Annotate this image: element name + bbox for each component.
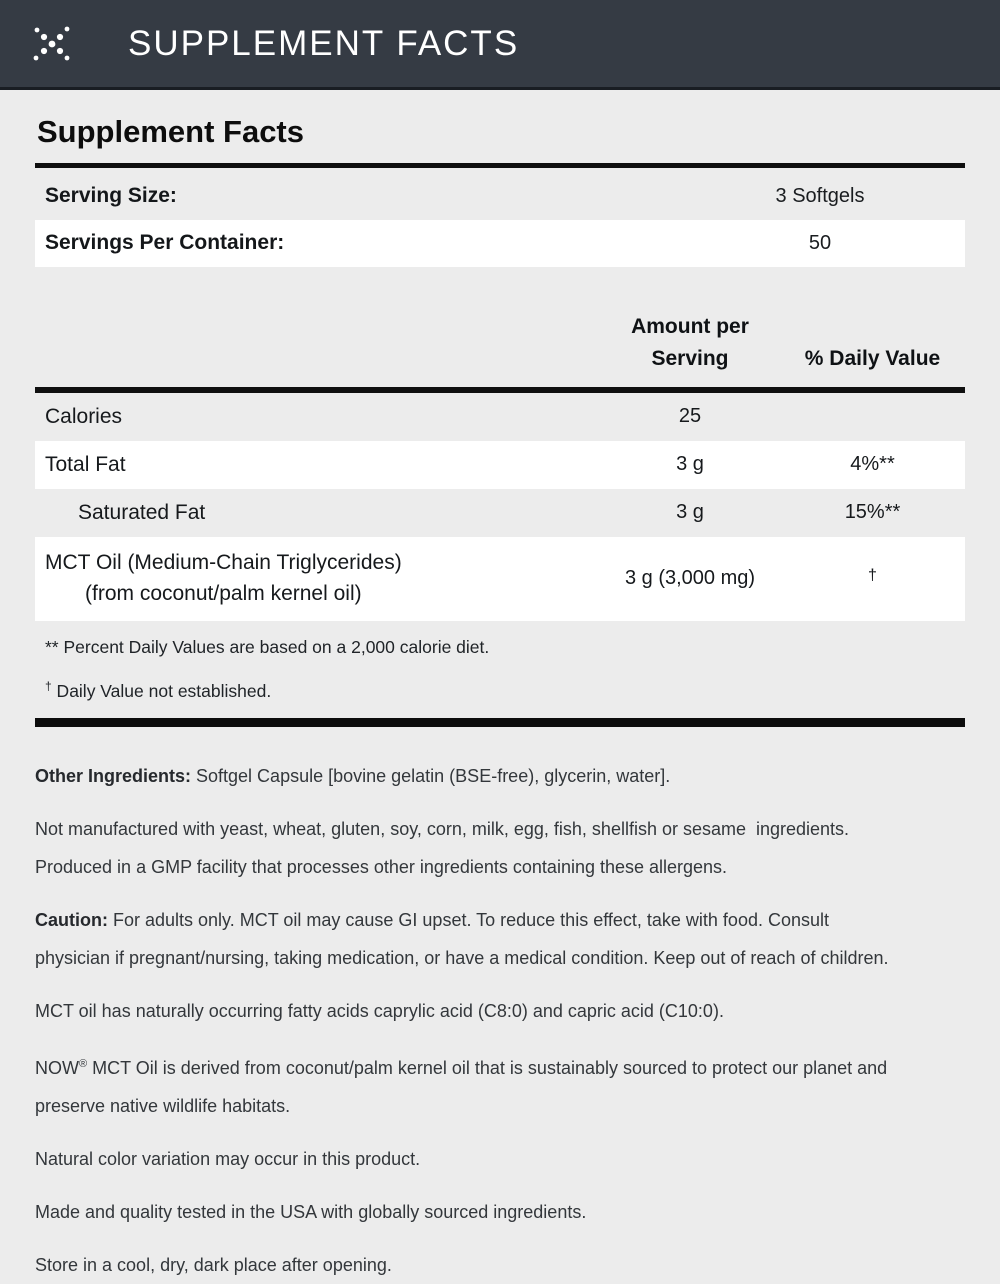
column-header-daily-value: % Daily Value	[804, 346, 941, 370]
table-column-headers	[35, 267, 965, 387]
table-row-mct-oil: MCT Oil (Medium-Chain Triglycerides) (from coconut/palm kernel oil) 3 g (3,000 mg) †	[35, 537, 965, 621]
product-notes	[35, 727, 965, 1284]
column-header-amount: Amount per Serving	[631, 314, 749, 370]
section-title: SUPPLEMENT FACTS	[128, 23, 520, 63]
supplement-facts-panel	[35, 114, 965, 1284]
footnote-daily-values: ** Percent Daily Values are based on a 2,000 calorie diet.	[45, 636, 490, 657]
other-ingredients-paragraph: Other Ingredients: Softgel Capsule [bovine gelatin (BSE-free), glycerin, water].	[35, 766, 671, 787]
made-in-usa-paragraph: Made and quality tested in the USA with globally sourced ingredients.	[35, 1202, 587, 1223]
table-row-saturated-fat: Saturated Fat 3 g 15%**	[78, 500, 901, 524]
color-variation-paragraph: Natural color variation may occur in this product.	[35, 1149, 421, 1170]
divider-heavy	[35, 163, 965, 168]
allergen-paragraph: Not manufactured with yeast, wheat, gluten, soy, corn, milk, egg, fish, shellfish or sesame ingredients. Produced in a GMP facility that processes other ingredients containing these allergens.	[35, 819, 850, 878]
footnote-dagger: † Daily Value not established.	[45, 678, 272, 701]
serving-size-label: Serving Size:	[45, 184, 177, 208]
serving-size-value: 3 Softgels	[775, 184, 865, 207]
dagger-symbol: †	[45, 678, 52, 693]
table-row-total-fat: Total Fat 3 g 4%**	[35, 441, 965, 489]
registered-trademark-symbol: ®	[79, 1058, 88, 1071]
section-header	[0, 0, 1000, 90]
servings-per-container-row	[35, 220, 965, 267]
caution-paragraph: Caution: For adults only. MCT oil may cause GI upset. To reduce this effect, take with food. Consult physician if pregnant/nursing, taking medication, or have a medical condition. Keep out of reach of children.	[35, 910, 889, 969]
storage-paragraph: Store in a cool, dry, dark place after opening.	[35, 1255, 392, 1276]
sourcing-paragraph: NOW® MCT Oil is derived from coconut/palm kernel oil that is sustainably sourced to protect our planet and preserve native wildlife habitats.	[35, 1058, 888, 1117]
divider-bottom	[35, 718, 965, 727]
fatty-acids-paragraph: MCT oil has naturally occurring fatty acids caprylic acid (C8:0) and capric acid (C10:0).	[35, 1001, 724, 1022]
panel-title: Supplement Facts	[37, 114, 304, 149]
dots-x-icon	[26, 18, 78, 70]
table-row-calories: Calories 25	[45, 404, 702, 428]
servings-per-container-value: 50	[808, 231, 832, 254]
servings-per-container-label: Servings Per Container:	[45, 231, 285, 255]
serving-size-row	[35, 173, 965, 220]
dagger-symbol: †	[868, 567, 877, 585]
